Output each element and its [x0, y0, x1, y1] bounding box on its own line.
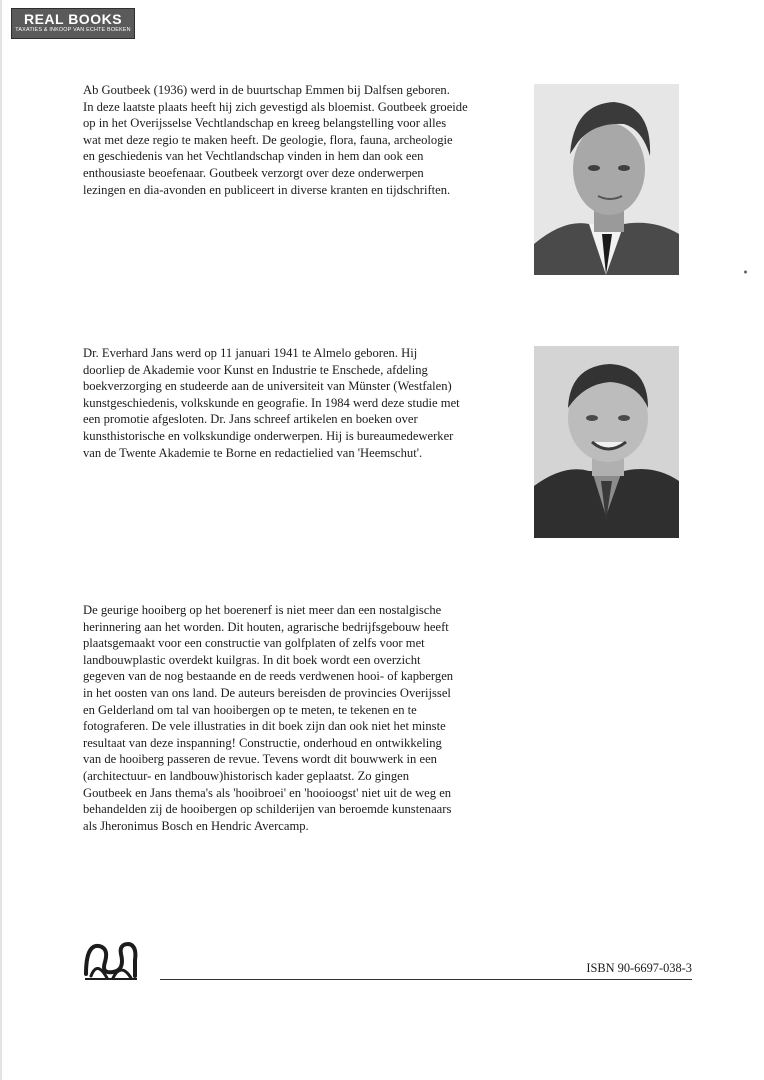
bio-line: Ab Goutbeek (1936) werd in de buurtschap Emmen bij Dalfsen geboren. [83, 83, 450, 97]
blurb-line: behandelden zij de hooibergen op schilderijen van beroemde kunstenaars [83, 802, 452, 817]
blurb-line: als Jheronimus Bosch en Hendric Avercamp. [83, 818, 309, 833]
blurb-line: herinnering aan het worden. Dit houten, agrarische bedrijfsgebouw heeft [83, 619, 449, 634]
bio-line: enthousiaste beoefenaar. Goutbeek verzorgt over deze onderwerpen [83, 165, 424, 180]
author-bio-jans [83, 345, 513, 461]
blurb-line: in het oosten van ons land. De auteurs bereisden de provincies Overijssel [83, 685, 451, 700]
bio-line: een promotie afgesloten. Dr. Jans schreef artikelen en boeken over [83, 412, 418, 427]
book-description [83, 602, 513, 834]
bio-line: In deze laatste plaats heeft hij zich gevestigd als bloemist. Goutbeek groeide [83, 99, 468, 114]
isbn-number: ISBN 90-6697-038-3 [586, 961, 692, 975]
blurb-line: gegeven van de nog bestaande en de reeds verdwenen hooi- of kapbergen [83, 669, 454, 684]
page-edge [0, 0, 2, 1080]
blurb-line: van de hooiberg passeren de revue. Tevens wordt dit bouwwerk in een [83, 752, 437, 767]
blurb-line: Goutbeek en Jans thema's als 'hooibroei' en 'hooioogst' niet uit de weg en [83, 785, 452, 800]
stamp-subtitle: TAXATIES & INKOOP VAN ECHTE BOEKEN [15, 27, 131, 33]
stamp-title: REAL BOOKS [23, 11, 123, 27]
paper-speck [743, 268, 748, 272]
bio-line: doorliep de Akademie voor Kunst en Industrie te Enschede, afdeling [83, 362, 428, 377]
bio-line: Dr. Everhard Jans werd op 11 januari 1941 te Almelo geboren. Hij [83, 346, 418, 360]
author-photo-jans [534, 346, 679, 538]
bio-line: kunstgeschiedenis, volkskunde en geografie. In 1984 werd deze studie met [83, 395, 460, 410]
bio-line: van de Twente Akademie te Borne en redactielied van 'Heemschut'. [83, 445, 423, 460]
footer-rule [160, 979, 692, 980]
bio-line: wat met deze regio te maken heeft. De geologie, flora, fauna, archeologie [83, 132, 453, 147]
bio-line: op in het Overijsselse Vechtlandschap en kreeg belangstelling voor alles [83, 116, 447, 131]
publisher-logo [83, 938, 139, 982]
bio-line: en geschiedenis van het Vechtlandschap vinden in hem dan ook een [83, 149, 424, 164]
bio-line: lezingen en dia-avonden en publiceert in diverse kranten en tijdschriften. [83, 182, 451, 197]
author-bio-goutbeek [83, 82, 513, 198]
real-books-stamp [11, 8, 135, 39]
blurb-line: landbouwplastic overdekt kuilgras. In dit boek wordt een overzicht [83, 652, 421, 667]
blurb-line: en Gelderland om tal van hooibergen op te meten, te tekenen en te [83, 702, 417, 717]
blurb-line: (architectuur- en landbouw)historisch kader geplaatst. Zo gingen [83, 768, 410, 783]
blurb-line: De geurige hooiberg op het boerenerf is niet meer dan een nostalgische [83, 603, 442, 617]
blurb-line: plaatsgemaakt voor een constructie van golfplaten of zelfs voor met [83, 636, 425, 651]
bio-line: boekverzorging en studeerde aan de universiteit van Münster (Westfalen) [83, 379, 452, 394]
author-photo-goutbeek [534, 84, 679, 275]
blurb-line: fotograferen. De vele illustraties in dit boek zijn dan ook niet het minste [83, 719, 446, 734]
bio-line: kunsthistorische en volkskundige onderwerpen. Hij is bureaumedewerker [83, 428, 454, 443]
blurb-line: resultaat van deze inspanning! Constructie, onderhoud en ontwikkeling [83, 735, 442, 750]
